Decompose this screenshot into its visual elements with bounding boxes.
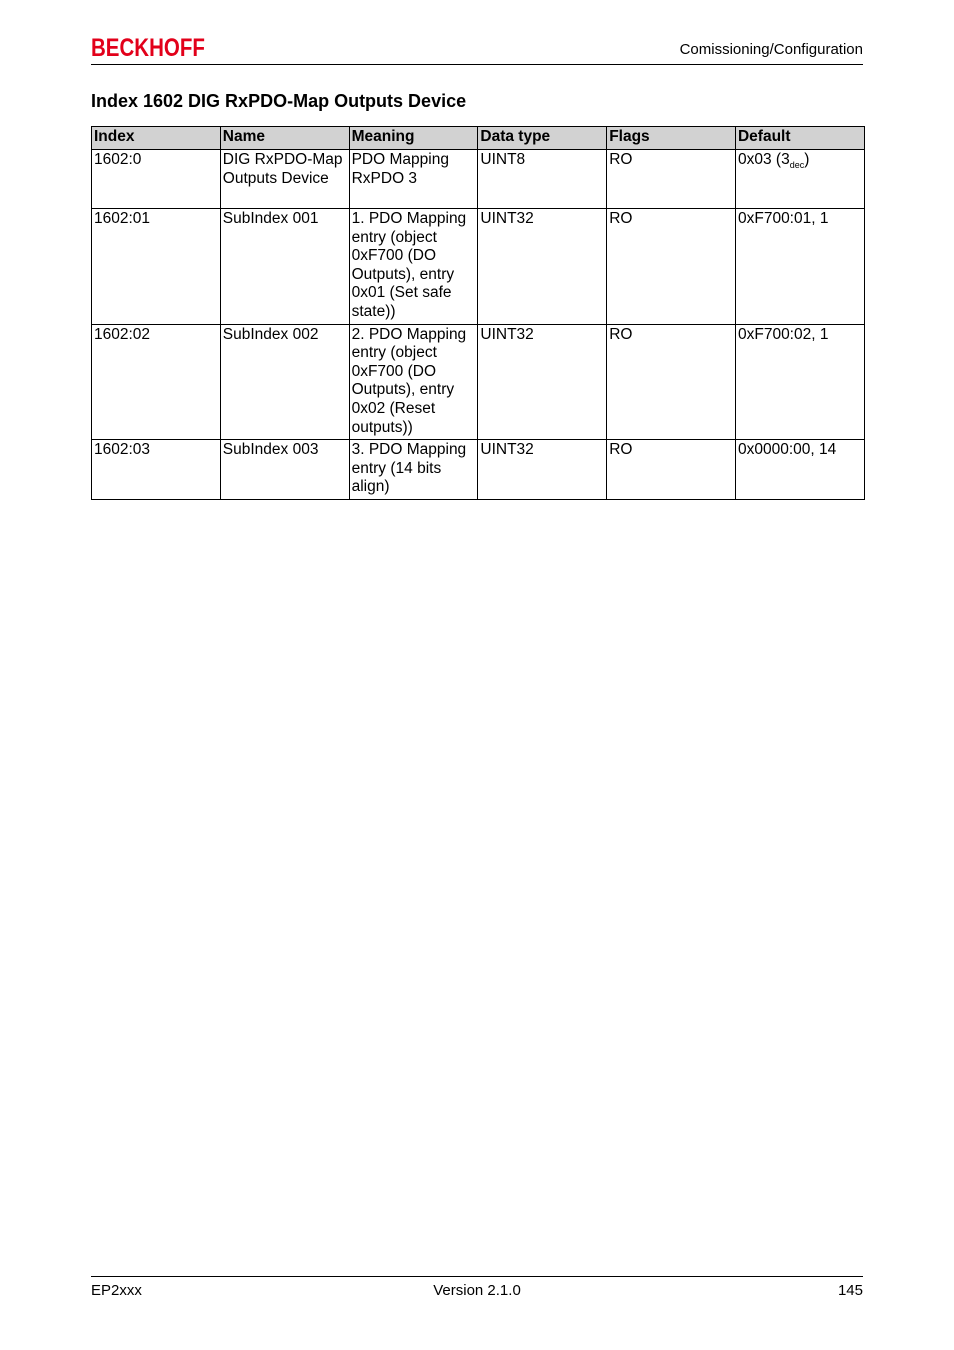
cell-default: 0x0000:00, 14 — [735, 440, 864, 500]
default-value: 0x03 (3 — [737, 151, 790, 168]
cell-index: 1602:02 — [92, 324, 221, 440]
page-footer — [91, 1276, 863, 1299]
beckhoff-logo: BECKHOFF — [91, 34, 205, 62]
cell-flags: RO — [607, 150, 736, 209]
cell-name: SubIndex 001 — [220, 209, 349, 325]
footer-version: Version 2.1.0 — [433, 1282, 521, 1299]
column-header-index: Index — [92, 127, 221, 150]
section-label: Comissioning/Configuration — [679, 41, 863, 58]
cell-meaning: 2. PDO Mapping entry (object 0xF700 (DO Outputs), entry 0x02 (Reset outputs)) — [349, 324, 478, 440]
cell-meaning: 1. PDO Mapping entry (object 0xF700 (DO Outputs), entry 0x01 (Set safe state)) — [349, 209, 478, 325]
table-row — [92, 324, 865, 440]
cell-name: SubIndex 002 — [220, 324, 349, 440]
column-header-name: Name — [220, 127, 349, 150]
object-table — [91, 126, 865, 500]
cell-flags: RO — [607, 324, 736, 440]
cell-index: 1602:03 — [92, 440, 221, 500]
cell-meaning: PDO Mapping RxPDO 3 — [349, 150, 478, 209]
table-row — [92, 150, 865, 209]
cell-flags: RO — [607, 209, 736, 325]
column-header-flags: Flags — [607, 127, 736, 150]
cell-data-type: UINT32 — [478, 440, 607, 500]
default-close: ) — [804, 151, 810, 168]
cell-default: 0xF700:02, 1 — [735, 324, 864, 440]
column-header-meaning: Meaning — [349, 127, 478, 150]
table-row — [92, 440, 865, 500]
table-header-row — [92, 127, 865, 150]
cell-index: 1602:0 — [92, 150, 221, 209]
cell-name: DIG RxPDO-Map Outputs Device — [220, 150, 349, 209]
cell-data-type: UINT32 — [478, 209, 607, 325]
cell-index: 1602:01 — [92, 209, 221, 325]
column-header-default: Default — [735, 127, 864, 150]
table-row — [92, 209, 865, 325]
page-title: Index 1602 DIG RxPDO-Map Outputs Device — [91, 91, 467, 111]
footer-product: EP2xxx — [91, 1282, 142, 1299]
cell-data-type: UINT8 — [478, 150, 607, 209]
column-header-data-type: Data type — [478, 127, 607, 150]
cell-meaning: 3. PDO Mapping entry (14 bits align) — [349, 440, 478, 500]
cell-data-type: UINT32 — [478, 324, 607, 440]
cell-name: SubIndex 003 — [220, 440, 349, 500]
footer-page-number: 145 — [837, 1282, 863, 1299]
cell-default: 0xF700:01, 1 — [735, 209, 864, 325]
cell-flags: RO — [607, 440, 736, 500]
default-subscript: dec — [789, 160, 805, 171]
cell-default — [735, 150, 864, 209]
page-header — [91, 36, 863, 65]
